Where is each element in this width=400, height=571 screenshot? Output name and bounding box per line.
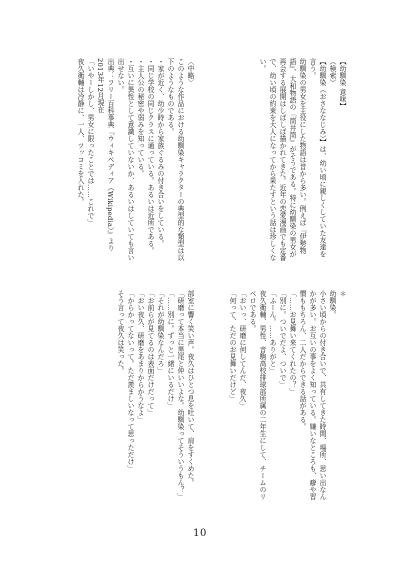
text-column-left-bottom: 部室に響く笑い声。夜久はひとつ息を吐いて、肩をすくめた。 「研磨って本当に黒尾と仲いいよな。幼馴染ってそういうもん？」 「……別に。ずっと一緒にいるだけ」 「それが幼馴染なんだろ」 「お前らが見てるのは表面だけだって」 「おい夜久、研磨をあまりからかうなよ」 「からかってないって。ただ羨ましいなって思っただけ」 そう言って夜久は笑った。 bbox=[116, 290, 194, 500]
text-column-right-top: 【幼馴染 意味】 （検索） 【幼馴染（おさななじみ）】は、幼い頃に親しくしていた友達を言う。 幼馴染の男女を主役にした物語は昔から多い。例えば『伊勢物語』、大和物語の『筒井筒』がそうである。特に幼馴染の男女が再会する展開はしばしば描かれてきた。近年の恋愛漫画でも定番で、幼い頃の約束を大人になってから果たすという話は珍しくない。 bbox=[258, 58, 346, 261]
text-column-left-top: 〈中略〉 このような作品における幼馴染キャラクターの典型的な類型は以下のようなものである。 ・家が近く、幼少時から家族ぐるみの付き合いをしている。 ・同じ学校の同じクラスに通っている。あるいは近所である。 ・主人公の秘密や弱みを知っている。 ・互いに異性として意識していないか、あるいはしていても言い出せない。 出典：フリー百科事典『ウィキペディア（Wikipedia）』より 2013年12月現在 「いやーしかし、男女に限ったことでは……これで」 夜久衛輔は冷静に、一人、ツッコミを入れた。 bbox=[76, 58, 194, 261]
text-column-right-bottom: ＊ 幼馴染。 小さい頃からの付き合いで、共有してきた時間、場所、思い出なんかが多い。お互いの事をよく知っている。嫌いなところも、癖や習慣ももちろん、二人だからできる話がある。 「……お見舞い来てくれたの？」 「別に。ついでだよ、ついで」 「ふーん。……ありがと」 夜久衛輔、男性、音駒高校排球部所属の二年生にして、チームのリベロである。 「おいっ、研磨に何してんだ、夜久」 「何って、ただのお見舞いだけど」 bbox=[228, 290, 346, 500]
page-number: 10 bbox=[193, 528, 207, 539]
